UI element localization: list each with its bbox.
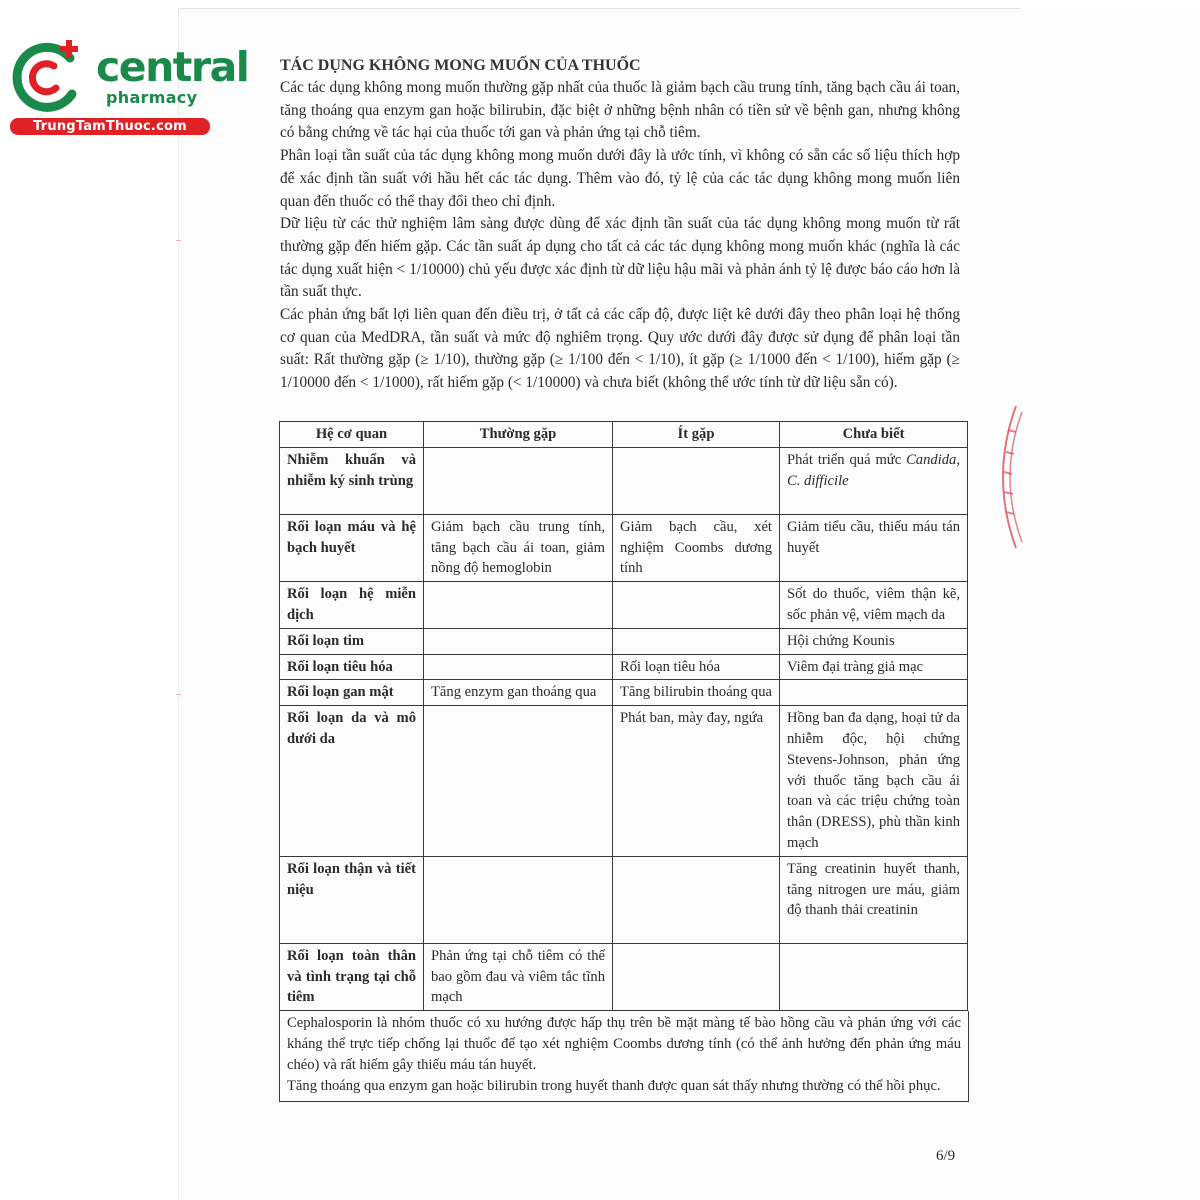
central-logo-icon xyxy=(10,36,90,116)
common-cell xyxy=(424,654,613,680)
organ-cell: Rối loạn thận và tiết niệu xyxy=(280,856,424,943)
table-row xyxy=(280,447,968,514)
adverse-effects-table xyxy=(279,421,967,1102)
uncommon-cell xyxy=(613,628,780,654)
unknown-cell: Tăng creatinin huyết thanh, tăng nitrogen ure máu, giảm độ thanh thải creatinin xyxy=(780,856,968,943)
organ-cell: Rối loạn gan mật xyxy=(280,680,424,706)
uncommon-cell: Tăng bilirubin thoáng qua xyxy=(613,680,780,706)
note-paragraph: Tăng thoáng qua enzym gan hoặc bilirubin trong huyết thanh được quan sát thấy nhưng thường có thể hồi phục. xyxy=(287,1078,941,1095)
paragraph: Các phản ứng bất lợi liên quan đến điều trị, ở tất cả các cấp độ, được liệt kê dưới đây theo phân loại hệ thống cơ quan của MedDRA, tần suất và mức độ nghiêm trọng. Quy ước dưới đây được sử dụng để phân loại tần suất: Rất thường gặp (≥ 1/10), thường gặp (≥ 1/100 đến < 1/10), ít gặp (≥ 1/1000 đến < 1/100), hiếm gặp (≥ 1/10000 đến < 1/1000), rất hiếm gặp (< 1/10000) và chưa biết (không thể ước tính từ dữ liệu sẵn có). xyxy=(280,306,960,392)
note-paragraph: Cephalosporin là nhóm thuốc có xu hướng được hấp thụ trên bề mặt màng tế bào hồng cầu và phản ứng với các kháng thể trực tiếp chống lại thuốc để tạo xét nghiệm Coombs dương tính (có thể ảnh hưởng đến phản ứng máu chéo) và rất hiếm gây thiếu máu tán huyết. xyxy=(287,1015,961,1074)
organ-cell: Rối loạn da và mô dưới da xyxy=(280,706,424,857)
section-body xyxy=(280,55,960,395)
page-number: 6/9 xyxy=(936,1148,956,1164)
table-note xyxy=(279,1011,969,1102)
common-cell xyxy=(424,856,613,943)
common-cell: Phản ứng tại chỗ tiêm có thể bao gồm đau và viêm tắc tĩnh mạch xyxy=(424,943,613,1010)
uncommon-cell xyxy=(613,856,780,943)
uncommon-cell xyxy=(613,447,780,514)
table-row xyxy=(280,943,968,1010)
table-row xyxy=(280,582,968,629)
common-cell: Giảm bạch cầu trung tính, tăng bạch cầu ái toan, giảm nồng độ hemoglobin xyxy=(424,514,613,581)
organ-cell: Rối loạn tim xyxy=(280,628,424,654)
uncommon-cell: Rối loạn tiêu hóa xyxy=(613,654,780,680)
unknown-cell xyxy=(780,680,968,706)
header-unknown: Chưa biết xyxy=(780,422,968,448)
unknown-cell xyxy=(780,447,968,514)
unknown-cell: Viêm đại tràng giả mạc xyxy=(780,654,968,680)
uncommon-cell xyxy=(613,943,780,1010)
margin-mark xyxy=(176,694,181,695)
organ-cell: Rối loạn hệ miễn dịch xyxy=(280,582,424,629)
unknown-cell: Giảm tiểu cầu, thiếu máu tán huyết xyxy=(780,514,968,581)
brand-subtitle: pharmacy xyxy=(106,88,198,107)
section-heading: TÁC DỤNG KHÔNG MONG MUỐN CỦA THUỐC xyxy=(280,57,641,74)
brand-url[interactable]: TrungTamThuoc.com xyxy=(10,118,210,135)
unknown-cell: Hội chứng Kounis xyxy=(780,628,968,654)
common-cell xyxy=(424,582,613,629)
organ-cell: Rối loạn máu và hệ bạch huyết xyxy=(280,514,424,581)
stamp-fragment-icon xyxy=(986,402,1026,552)
header-uncommon: Ít gặp xyxy=(613,422,780,448)
unknown-text: Phát triển quá mức xyxy=(787,451,907,468)
table-row xyxy=(280,628,968,654)
table-row xyxy=(280,514,968,581)
table-row xyxy=(280,856,968,943)
unknown-italic-text: Candida, C. difficile xyxy=(787,451,960,489)
organ-cell: Rối loạn tiêu hóa xyxy=(280,654,424,680)
common-cell: Tăng enzym gan thoáng qua xyxy=(424,680,613,706)
unknown-cell: Hồng ban đa dạng, hoại tử da nhiễm độc, hội chứng Stevens-Johnson, phản ứng với thuốc tăng bạch cầu ái toan và các triệu chứng toàn thân (DRESS), phù thần kinh mạch xyxy=(780,706,968,857)
common-cell xyxy=(424,628,613,654)
brand-name: central xyxy=(96,43,249,91)
central-pharmacy-logo[interactable] xyxy=(10,36,249,136)
uncommon-cell: Phát ban, mày đay, ngứa xyxy=(613,706,780,857)
organ-cell: Nhiễm khuẩn và nhiễm ký sinh trùng xyxy=(280,447,424,514)
paragraph: Dữ liệu từ các thử nghiệm lâm sàng được dùng để xác định tần suất của tác dụng không mong muốn từ rất thường gặp đến hiếm gặp. Các tần suất áp dụng cho tất cả các tác dụng không mong muốn khác (nghĩa là các tác dụng xuất hiện < 1/10000) chủ yếu được xác định từ dữ liệu hậu mãi và phản ánh tỷ lệ được báo cáo hơn là tần suất thực. xyxy=(280,215,960,301)
paragraph: Phân loại tần suất của tác dụng không mong muốn dưới đây là ước tính, vì không có sẵn các số liệu thích hợp để xác định tần suất với hầu hết các tác dụng. Thêm vào đó, tỷ lệ của các tác dụng không mong muốn liên quan đến thuốc có thể thay đổi theo chỉ định. xyxy=(280,147,960,210)
page-top-edge xyxy=(180,8,1020,9)
paragraph: Các tác dụng không mong muốn thường gặp nhất của thuốc là giảm bạch cầu trung tính, tăng bạch cầu ái toan, tăng thoáng qua enzym gan hoặc bilirubin, đặc biệt ở những bệnh nhân có tiền sử về bệnh gan, nhưng không có bằng chứng về tác hại của thuốc tới gan và phản ứng tại chỗ tiêm. xyxy=(280,79,960,142)
table-row xyxy=(280,654,968,680)
uncommon-cell xyxy=(613,582,780,629)
unknown-cell xyxy=(780,943,968,1010)
common-cell xyxy=(424,447,613,514)
table-row xyxy=(280,680,968,706)
organ-cell: Rối loạn toàn thân và tình trạng tại chỗ tiêm xyxy=(280,943,424,1010)
header-common: Thường gặp xyxy=(424,422,613,448)
header-organ-system: Hệ cơ quan xyxy=(280,422,424,448)
margin-mark xyxy=(176,240,181,241)
common-cell xyxy=(424,706,613,857)
table-row xyxy=(280,706,968,857)
uncommon-cell: Giảm bạch cầu, xét nghiệm Coombs dương tính xyxy=(613,514,780,581)
table-header-row xyxy=(280,422,968,448)
unknown-cell: Sốt do thuốc, viêm thận kẽ, sốc phản vệ, viêm mạch da xyxy=(780,582,968,629)
